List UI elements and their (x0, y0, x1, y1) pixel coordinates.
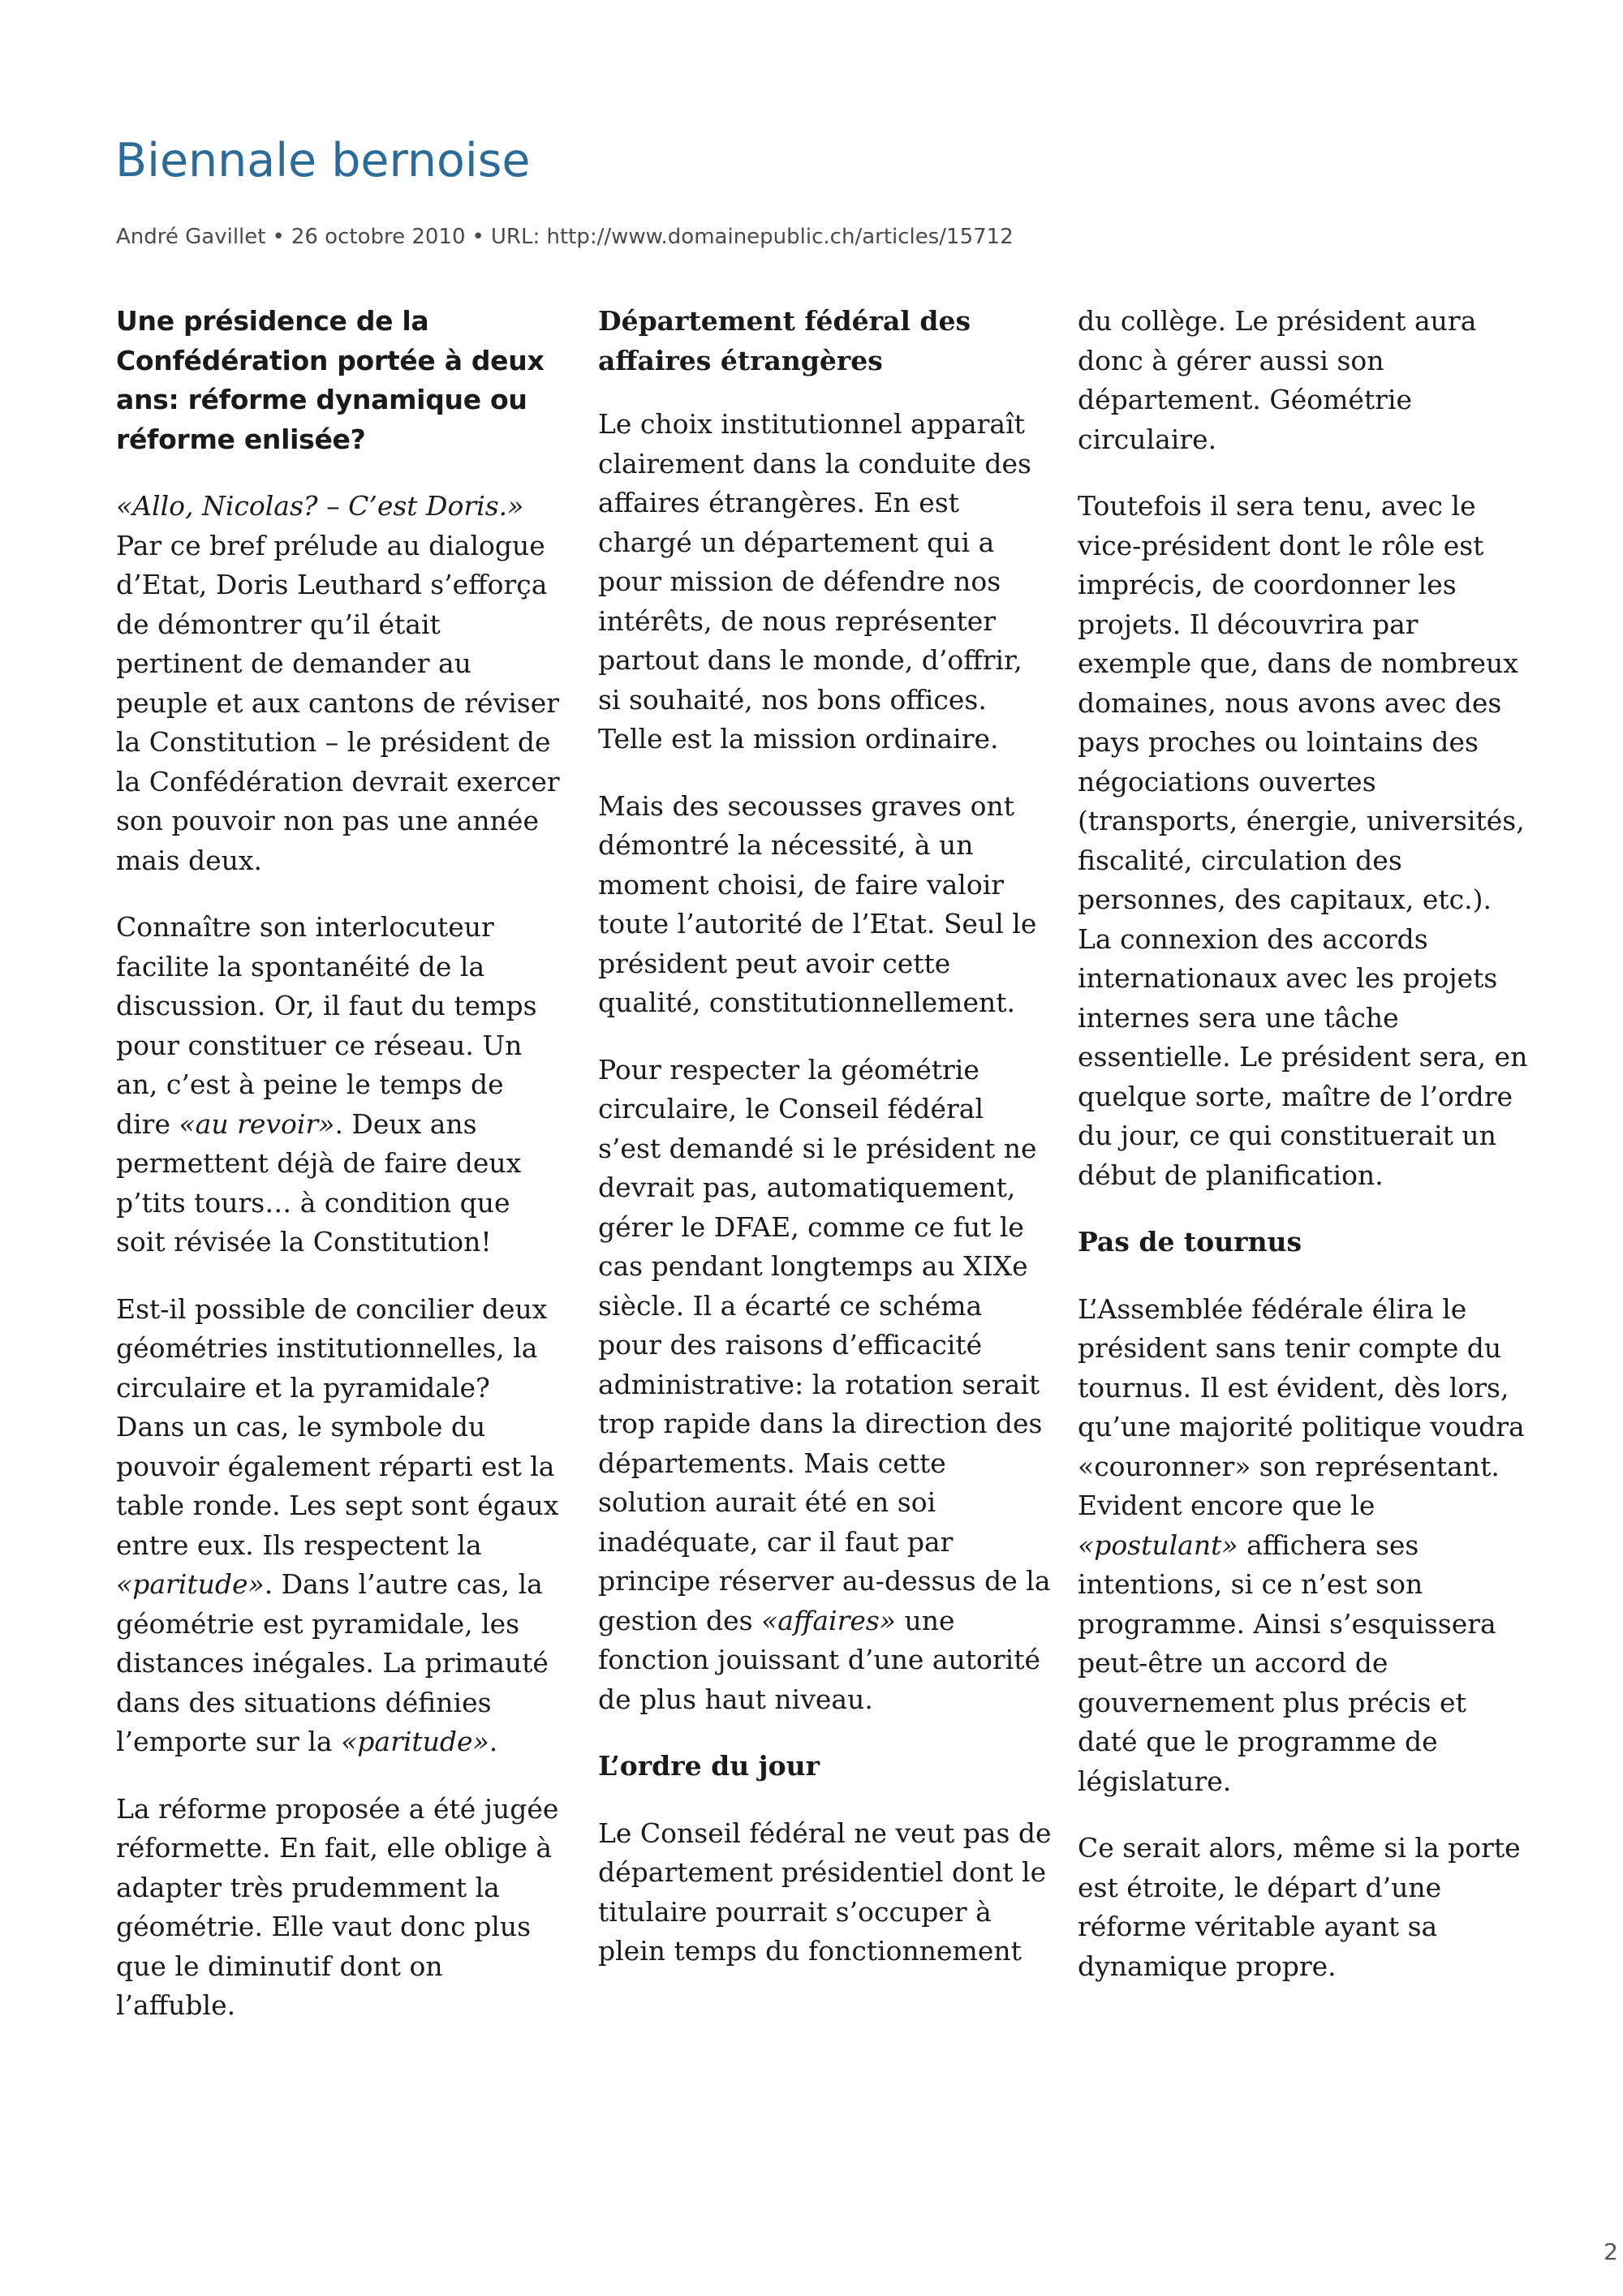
paragraph: Ce serait alors, même si la porte est étroite, le départ d’une réforme véritable ayant sa dynamique propre. (1078, 1832, 1521, 1982)
section-heading: L’ordre du jour (598, 1750, 820, 1782)
quote: «affaires» (761, 1604, 896, 1636)
page-number: 2 (1604, 2238, 1618, 2265)
quote: «au revoir» (179, 1107, 335, 1140)
section-heading: Pas de tournus (1078, 1226, 1302, 1258)
paragraph: Est-il possible de concilier deux géométries institutionnelles, la circulaire et la pyramidale? Dans un cas, le symbole du pouvoir également réparti est la table ronde. Les sept sont égaux entre eux. Ils respectent la «paritude». Dans l’autre cas, la géométrie est pyramidale, les distances inégales. La primauté dans des situations définies l’emporte sur la «paritude». (116, 1292, 559, 1757)
paragraph: Toutefois il sera tenu, avec le vice-président dont le rôle est imprécis, de coordonner les projets. Il découvrira par exemple que, dans de nombreux domaines, nous avons avec des pays proches ou lointains des négociations ouvertes (transports, énergie, universités, fiscalité, circulation des personnes, des capitaux, etc.). La connexion des accords internationaux avec les projets internes sera une tâche essentielle. Le président sera, en quelque sorte, maître de l’ordre du jour, ce qui constituerait un début de planification. (1078, 490, 1528, 1191)
article-url[interactable]: URL: http://www.domainepublic.ch/articles/15712 (490, 225, 1014, 249)
quote: «paritude» (341, 1726, 489, 1757)
quote: «Allo, Nicolas? – C’est Doris.» (116, 490, 524, 522)
paragraph: Le Conseil fédéral ne veut pas de département présidentiel dont le titulaire pourrait s’occuper à plein temps du fonctionnement (598, 1817, 1052, 1967)
article-author: André Gavillet (116, 225, 266, 249)
article-meta (116, 221, 1014, 253)
column-1 (116, 302, 561, 2053)
quote: «postulant» (1078, 1529, 1238, 1561)
paragraph: Pour respecter la géométrie circulaire, le Conseil fédéral s’est demandé si le président ne devrait pas, automatiquement, gérer le DFAE, comme ce fut le cas pendant longtemps au XIXe siècle. Il a écarté ce schéma pour des raisons d’efficacité administrative: la rotation serait trop rapide dans la direction des départements. Mais cette solution aurait été en soi inadéquate, car il faut par principe réserver au-dessus de la gestion des «affaires» une fonction jouissant d’une autorité de plus haut niveau. (598, 1053, 1051, 1715)
article-title: Biennale bernoise (115, 134, 531, 187)
meta-separator: • (272, 225, 285, 249)
column-3 (1078, 302, 1529, 2014)
quote: «paritude» (116, 1568, 265, 1600)
paragraph: La réforme proposée a été jugée réformette. En fait, elle oblige à adapter très prudemment la géométrie. Elle vaut donc plus que le diminutif dont on l’affuble. (116, 1792, 559, 2021)
article-lead: Une présidence de la Confédération portée à deux ans: réforme dynamique ou réforme enlisée? (116, 305, 545, 455)
paragraph: «Allo, Nicolas? – C’est Doris.» Par ce bref prélude au dialogue d’Etat, Doris Leuthard s’efforça de démontrer qu’il était pertinent de demander au peuple et aux cantons de réviser la Constitution – le président de la Confédération devrait exercer son pouvoir non pas une année mais deux. (116, 490, 560, 876)
column-2 (598, 302, 1053, 1999)
meta-separator: • (471, 225, 484, 249)
paragraph: Mais des secousses graves ont démontré la nécessité, à un moment choisi, de faire valoir toute l’autorité de l’Etat. Seul le président peut avoir cette qualité, constitutionnellement. (598, 789, 1037, 1018)
paragraph: Le choix institutionnel apparaît clairement dans la conduite des affaires étrangères. En est chargé un département qui a pour mission de défendre nos intérêts, de nous représenter partout dans le monde, d’offrir, si souhaité, nos bons offices. Telle est la mission ordinaire. (598, 408, 1031, 755)
paragraph: L’Assemblée fédérale élira le président sans tenir compte du tournus. Il est évident, dès lors, qu’une majorité politique voudra «couronner» son représentant. Evident encore que le «postulant» affichera ses intentions, si ce n’est son programme. Ainsi s’esquissera peut-être un accord de gouvernement plus précis et daté que le programme de législature. (1078, 1292, 1525, 1797)
section-heading: Département fédéral des affaires étrangères (598, 305, 971, 376)
paragraph: Connaître son interlocuteur facilite la spontanéité de la discussion. Or, il faut du temps pour constituer ce réseau. Un an, c’est à peine le temps de dire «au revoir». Deux ans permettent déjà de faire deux p’tits tours… à condition que soit révisée la Constitution! (116, 911, 537, 1258)
article-date: 26 octobre 2010 (291, 225, 466, 249)
paragraph: du collège. Le président aura donc à gérer aussi son département. Géométrie circulaire. (1078, 305, 1477, 455)
